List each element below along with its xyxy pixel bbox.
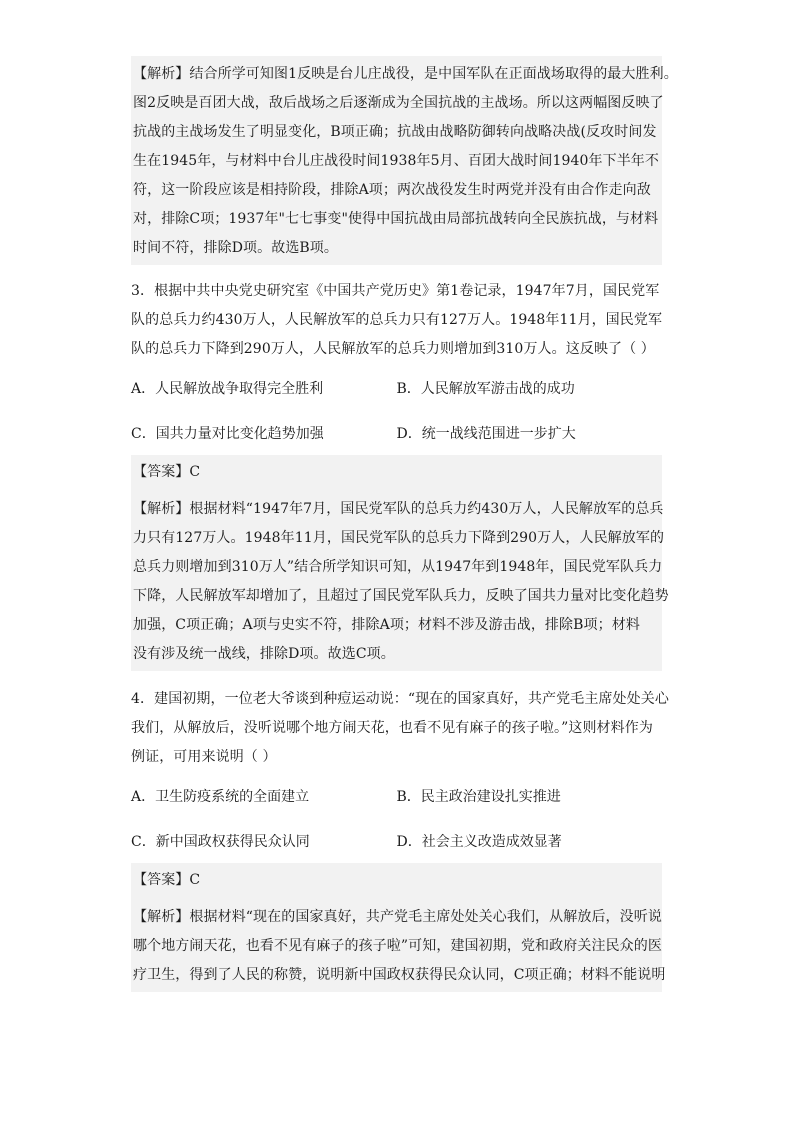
- analysis-line: 下降，人民解放军却增加了，且超过了国民党军队兵力，反映了国共力量对比变化趋势: [133, 588, 669, 604]
- document-page: [131, 56, 678, 992]
- option-d: D．统一战线范围进一步扩大: [396, 426, 576, 442]
- option-b: B．民主政治建设扎实推进: [396, 789, 561, 805]
- analysis-line: 生在1945年，与材料中台儿庄战役时间1938年5月、百团大战时间1940年下半年不: [133, 153, 659, 169]
- question-line: 例证，可用来说明（ ）: [131, 749, 277, 765]
- question-3: [131, 277, 662, 364]
- analysis-line: 对，排除C项；1937年"七七事变"使得中国抗战由局部抗战转向全民族抗战，与材料: [133, 211, 659, 227]
- analysis-line: 【解析】结合所学可知图1反映是台儿庄战役，是中国军队在正面战场取得的最大胜利。: [133, 66, 678, 82]
- answer-box-q4: [131, 863, 662, 897]
- options-row: [131, 378, 662, 400]
- analysis-line: 力只有127万人。1948年11月，国民党军队的总兵力下降到290万人，人民解放军的: [133, 530, 665, 546]
- option-d: D．社会主义改造成效显著: [396, 834, 562, 850]
- analysis-box-q3: [131, 489, 669, 671]
- option-b: B．人民解放军游击战的成功: [396, 381, 575, 397]
- analysis-line: 图2反映是百团大战，敌后战场之后逐渐成为全国抗战的主战场。所以这两幅图反映了: [133, 95, 664, 111]
- analysis-line: 抗战的主战场发生了明显变化，B项正确；抗战由战略防御转向战略决战(反攻时间发: [133, 124, 657, 140]
- option-c: C．国共力量对比变化趋势加强: [131, 426, 324, 442]
- analysis-line: 没有涉及统一战线，排除D项。故选C项。: [133, 646, 395, 662]
- analysis-box-q2: [131, 56, 678, 265]
- question-line: 队的总兵力约430万人，人民解放军的总兵力只有127万人。1948年11月，国民党军: [131, 312, 663, 328]
- option-a: A．人民解放战争取得完全胜利: [131, 381, 324, 397]
- analysis-line: 疗卫生，得到了人民的称赞，说明新中国政权获得民众认同，C项正确；材料不能说明: [133, 967, 666, 983]
- analysis-line: 符，这一阶段应该是相持阶段，排除A项；两次战役发生时两党并没有由合作走向敌: [133, 182, 651, 198]
- option-a: A．卫生防疫系统的全面建立: [131, 789, 310, 805]
- analysis-line: 加强，C项正确；A项与史实不符，排除A项；材料不涉及游击战，排除B项；材料: [133, 617, 640, 633]
- answer-label: 【答案】C: [133, 872, 201, 888]
- options-row: [131, 786, 662, 808]
- options-row: [131, 423, 662, 445]
- analysis-line: 哪个地方闹天花，也看不见有麻子的孩子啦”可知，建国初期，党和政府关注民众的医: [133, 938, 662, 954]
- question-line: 3．根据中共中央党史研究室《中国共产党历史》第1卷记录，1947年7月，国民党军: [131, 283, 660, 299]
- question-line: 我们，从解放后，没听说哪个地方闹天花，也看不见有麻子的孩子啦。”这则材料作为: [131, 720, 653, 736]
- question-line: 4．建国初期，一位老大爷谈到种痘运动说：“现在的国家真好，共产党毛主席处处关心: [131, 691, 669, 707]
- answer-box-q3: [131, 455, 662, 489]
- analysis-line: 总兵力则增加到310万人”结合所学知识可知，从1947年到1948年，国民党军队兵力: [133, 559, 663, 575]
- analysis-line: 【解析】根据材料“1947年7月，国民党军队的总兵力约430万人，人民解放军的总兵: [133, 501, 664, 517]
- analysis-box-q4: [131, 897, 666, 992]
- question-line: 队的总兵力下降到290万人，人民解放军的总兵力则增加到310万人。这反映了（ ）: [131, 341, 655, 357]
- options-row: [131, 831, 662, 853]
- analysis-line: 【解析】根据材料“现在的国家真好，共产党毛主席处处关心我们，从解放后，没听说: [133, 909, 662, 925]
- answer-label: 【答案】C: [133, 464, 201, 480]
- option-c: C．新中国政权获得民众认同: [131, 834, 310, 850]
- analysis-line: 时间不符，排除D项。故选B项。: [133, 240, 339, 256]
- question-4: [131, 685, 669, 772]
